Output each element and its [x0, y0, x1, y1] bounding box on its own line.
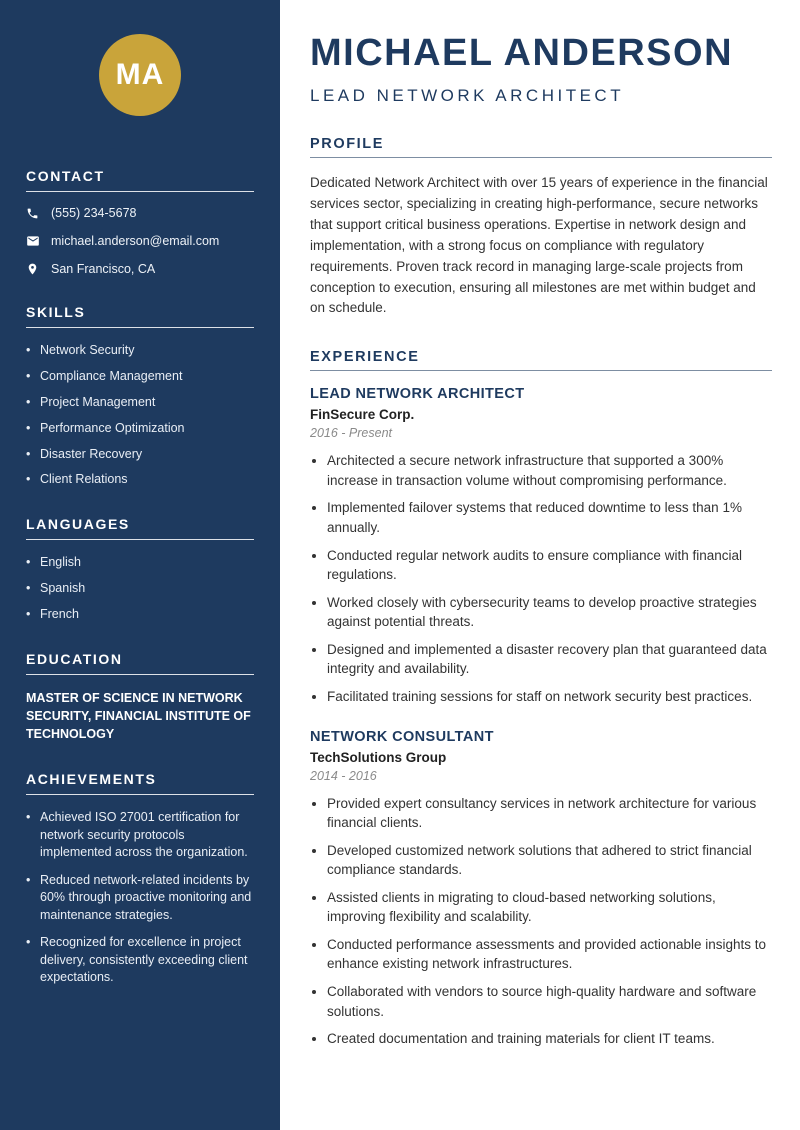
- contact-email-row: [26, 234, 254, 248]
- job-bullet: • Architected a secure network infrastructure that supported a 300% increase in transaction volume without compromising performance.: [327, 451, 772, 490]
- skill-item: • Disaster Recovery: [26, 446, 254, 463]
- phone-value: (555) 234-5678: [51, 206, 137, 220]
- job-bullet: • Conducted performance assessments and provided actionable insights to enhance existing network infrastructures.: [327, 935, 772, 974]
- skill-item: • Performance Optimization: [26, 420, 254, 437]
- education-divider: [26, 674, 254, 675]
- job-bullet-list: [310, 451, 772, 706]
- achievement-item: • Reduced network-related incidents by 60% through proactive monitoring and maintenance strategies.: [26, 872, 254, 925]
- job-company: TechSolutions Group: [310, 749, 447, 765]
- job-bullet: • Facilitated training sessions for staff on network security best practices.: [327, 687, 772, 707]
- profile-heading: PROFILE: [310, 135, 385, 152]
- skills-divider: [26, 327, 254, 328]
- language-item: • Spanish: [26, 580, 254, 597]
- job-bullet: • Created documentation and training materials for client IT teams.: [327, 1029, 772, 1049]
- contact-location-row: [26, 262, 254, 276]
- avatar: MA: [99, 34, 181, 116]
- achievements-heading: ACHIEVEMENTS: [26, 771, 157, 788]
- achievements-list: [26, 809, 254, 987]
- skills-list: [26, 342, 254, 488]
- languages-list: [26, 554, 254, 623]
- job-dates: 2014 - 2016: [310, 768, 377, 783]
- achievement-item: • Recognized for excellence in project delivery, consistently exceeding client expectations.: [26, 934, 254, 987]
- candidate-name: MICHAEL ANDERSON: [310, 32, 734, 74]
- education-section: [26, 651, 254, 743]
- achievements-divider: [26, 794, 254, 795]
- sidebar: [0, 0, 280, 1130]
- language-item: • French: [26, 606, 254, 623]
- email-icon: [26, 234, 40, 248]
- main-column: [280, 0, 800, 1130]
- skills-heading: SKILLS: [26, 304, 86, 320]
- languages-heading: LANGUAGES: [26, 516, 130, 533]
- contact-section: [26, 168, 254, 276]
- phone-icon: [26, 207, 40, 220]
- achievement-item: • Achieved ISO 27001 certification for network security protocols implemented across the organization.: [26, 809, 254, 862]
- job-bullet: • Worked closely with cybersecurity teams to develop proactive strategies against potential threats.: [327, 593, 772, 632]
- education-degree: MASTER OF SCIENCE IN NETWORK SECURITY, FINANCIAL INSTITUTE OF TECHNOLOGY: [26, 690, 251, 742]
- job-bullet: • Assisted clients in migrating to cloud-based networking solutions, improving flexibility and scalability.: [327, 888, 772, 927]
- experience-heading: EXPERIENCE: [310, 349, 420, 366]
- job-bullet: • Implemented failover systems that reduced downtime to less than 1% annually.: [327, 498, 772, 537]
- achievements-section: [26, 771, 254, 987]
- job-bullet: • Provided expert consultancy services in network architecture for various financial clients.: [327, 794, 772, 833]
- profile-section: [310, 136, 772, 319]
- experience-section: [310, 349, 772, 1048]
- job-dates: 2016 - Present: [310, 426, 392, 441]
- job-bullet: • Developed customized network solutions that adhered to strict financial compliance standards.: [327, 841, 772, 880]
- job-entry: [310, 729, 772, 1049]
- job-entry: [310, 386, 772, 706]
- candidate-headline: LEAD NETWORK ARCHITECT: [310, 85, 625, 105]
- skill-item: • Client Relations: [26, 471, 254, 488]
- profile-text: Dedicated Network Architect with over 15 years of experience in the financial services sector, specializing in creating high-performance, secure networks that support critical business operations. Expertise in network design and implementation, with a strong focus on compliance with regulatory requirements. Proven track record in managing large-scale projects from conception to execution, ensuring all milestones are met within budget and on schedule.: [310, 174, 768, 316]
- education-heading: EDUCATION: [26, 650, 123, 667]
- language-item: • English: [26, 554, 254, 571]
- profile-divider: [310, 157, 772, 158]
- location-icon: [26, 262, 40, 276]
- location-value: San Francisco, CA: [51, 262, 156, 276]
- languages-section: [26, 516, 254, 623]
- email-value: michael.anderson@email.com: [51, 234, 220, 248]
- contact-divider: [26, 191, 254, 192]
- contact-heading: CONTACT: [26, 168, 105, 184]
- job-title: LEAD NETWORK ARCHITECT: [310, 386, 525, 403]
- skill-item: • Project Management: [26, 394, 254, 411]
- job-bullet: • Collaborated with vendors to source high-quality hardware and software solutions.: [327, 982, 772, 1021]
- experience-divider: [310, 370, 772, 371]
- job-bullet: • Conducted regular network audits to ensure compliance with financial regulations.: [327, 546, 772, 585]
- contact-phone-row: [26, 206, 254, 220]
- skills-section: [26, 304, 254, 488]
- job-bullet: • Designed and implemented a disaster recovery plan that guaranteed data integrity and availability.: [327, 640, 772, 679]
- languages-divider: [26, 539, 254, 540]
- job-title: NETWORK CONSULTANT: [310, 728, 494, 745]
- skill-item: • Compliance Management: [26, 368, 254, 385]
- job-company: FinSecure Corp.: [310, 407, 415, 423]
- job-bullet-list: [310, 794, 772, 1049]
- skill-item: • Network Security: [26, 342, 254, 359]
